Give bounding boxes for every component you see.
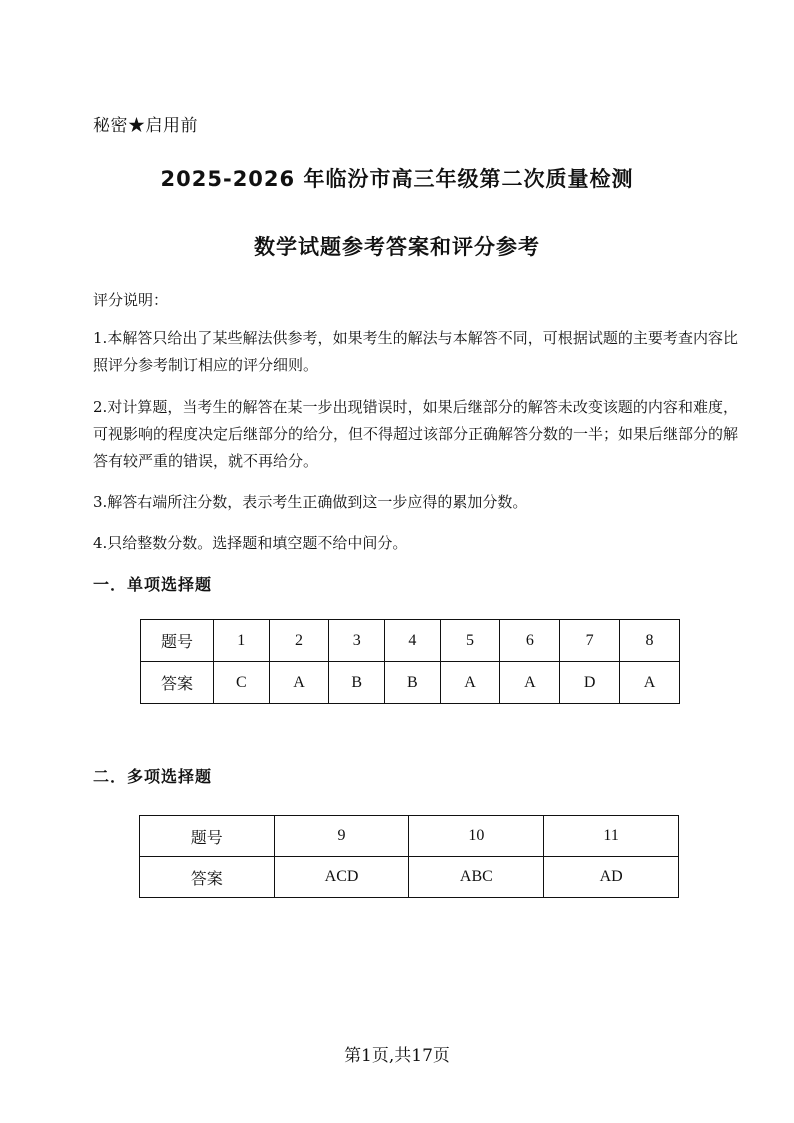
answer-cell: A: [440, 662, 500, 704]
answer-cell: ACD: [274, 857, 409, 898]
answer-cell: A: [500, 662, 560, 704]
answer-cell: A: [269, 662, 329, 704]
answer-row: [140, 857, 679, 898]
grading-note-1: 1.本解答只给出了某些解法供参考，如果考生的解法与本解答不同，可根据试题的主要考查内容比照评分参考制订相应的评分细则。: [93, 329, 738, 374]
row-label: 题号: [141, 620, 214, 662]
confidential-label: 秘密★启用前: [93, 116, 198, 136]
question-number-cell: 2: [269, 620, 329, 662]
question-number-cell: 6: [500, 620, 560, 662]
row-label: 答案: [140, 857, 275, 898]
answer-cell: C: [214, 662, 270, 704]
question-number-row: [141, 620, 680, 662]
page-number: 第1页,共17页: [344, 1046, 450, 1066]
exam-title: 2025-2026 年临汾市高三年级第二次质量检测: [160, 167, 634, 191]
question-number-cell: 4: [385, 620, 441, 662]
answer-cell: ABC: [409, 857, 544, 898]
grading-note-2: 2.对计算题，当考生的解答在某一步出现错误时，如果后继部分的解答未改变该题的内容和难度，可视影响的程度决定后继部分的给分，但不得超过该部分正确解答分数的一半；如果后继部分的解答有较严重的错误，就不再给分。: [93, 398, 739, 470]
multiple-choice-answer-table: [139, 815, 679, 898]
single-choice-answer-table: [140, 619, 680, 704]
answer-cell: D: [560, 662, 620, 704]
row-label: 答案: [141, 662, 214, 704]
answer-cell: AD: [544, 857, 679, 898]
single-choice-heading: 一．单项选择题: [93, 575, 213, 594]
question-number-cell: 5: [440, 620, 500, 662]
answer-cell: B: [385, 662, 441, 704]
question-number-cell: 11: [544, 816, 679, 857]
row-label: 题号: [140, 816, 275, 857]
answer-cell: A: [620, 662, 680, 704]
question-number-cell: 1: [214, 620, 270, 662]
question-number-cell: 3: [329, 620, 385, 662]
question-number-cell: 9: [274, 816, 409, 857]
question-number-row: [140, 816, 679, 857]
question-number-cell: 10: [409, 816, 544, 857]
grading-note-4: 4.只给整数分数。选择题和填空题不给中间分。: [93, 534, 408, 552]
answer-key-title: 数学试题参考答案和评分参考: [254, 235, 540, 259]
question-number-cell: 8: [620, 620, 680, 662]
multiple-choice-heading: 二．多项选择题: [93, 767, 213, 786]
grading-notes-heading: 评分说明：: [93, 291, 169, 309]
answer-row: [141, 662, 680, 704]
question-number-cell: 7: [560, 620, 620, 662]
grading-note-3: 3.解答右端所注分数，表示考生正确做到这一步应得的累加分数。: [93, 493, 528, 511]
answer-cell: B: [329, 662, 385, 704]
